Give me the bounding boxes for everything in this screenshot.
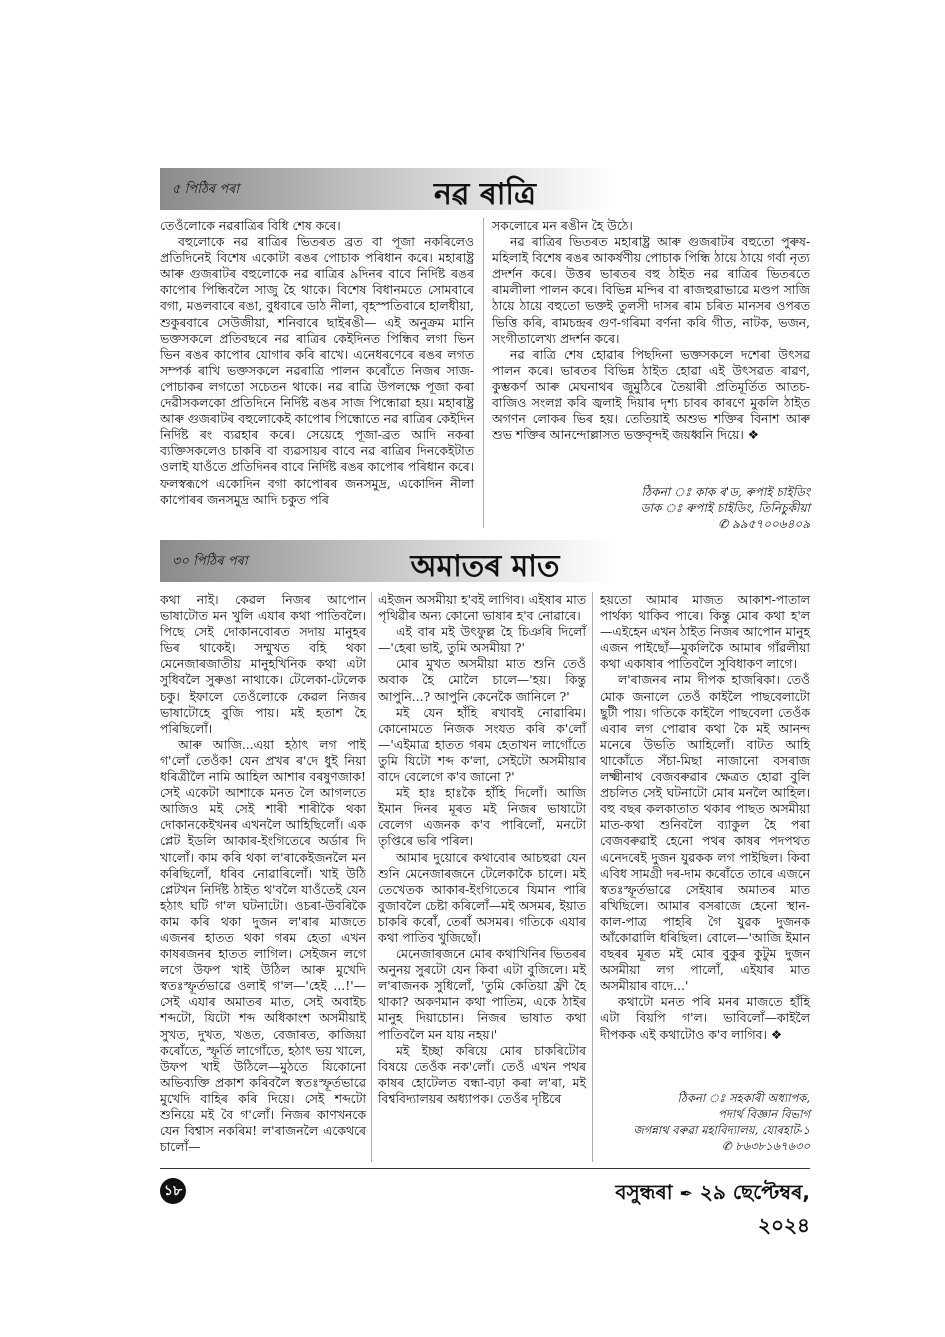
article-2-title: অমাতৰ মাত	[410, 549, 560, 584]
paragraph: আৰু আজি...এয়া হঠাৎ লগ পাই গ'লোঁ তেওঁক! যেন প্ৰখৰ ৰ'দে ধুই নিয়া ধৰিত্ৰীলৈ নামি আহিল আশাৰ বৰষুণজাক! সেই একেটা আশাকে মনত লৈ আগলতে আজিও মই সেই শাৰী শাৰীকৈ থকা দোকানকেইখনৰ এখনলৈ আহিছিলোঁ। এক প্লেট ইডলি আকাৰ-ইংগিতেৰে অৰ্ডাৰ দি খালোঁ। কাম কৰি থকা ল'ৰাকেইজনলৈ মন কৰিছিলোঁ, ধৰিব নোৱাৰিলোঁ। খাই উঠি প্লেটখন নিৰ্দিষ্ট ঠাইত থ'বলৈ যাওঁতেই যেন হঠাৎ ঘটি গ'ল ঘটনাটো। ওচৰা-উবৰিকৈ কাম কৰি থকা দুজন ল'ৰাৰ মাজতে এজনৰ হাতত থকা গৰম হেতা এখন কাষৰজনৰ হাতত লাগিল। সেইজন লগে লগে উফপ খাই উঠিল আৰু মুখেদি স্বতঃস্ফূৰ্তভাৱে ওলাই গ'ল—'হেই ...!'—সেই এযাৰ অমাতৰ মাত, সেই অবাইচ শব্দটো, যিটো শব্দ অধিকাংশ অসমীয়াই সুখত, দুখত, খঙত, বেজাৰত, কাজিয়া কৰোঁতে, স্ফূৰ্তি লাগোঁতে, হঠাৎ ভয় খালে, উফপ খাই উঠিলে—মুঠতে যিকোনো অভিব্যক্তি প্ৰকাশ কৰিবলৈ স্বতঃস্ফূৰ্তভাৱে মুখেদি বাহিৰ কৰি দিয়ে। সেই শব্দটো শুনিয়ে মই বৈ গ'লোঁ। নিজৰ কাণখনকে যেন বিশ্বাস নকৰিম! ল'ৰাজনলৈ একেথৰে চালোঁ—	[160, 736, 366, 1155]
paragraph: আমাৰ দুয়োৰে কথাবোৰ আচহুৱা যেন শুনি মেনেজাৰজনে টেলেকাকৈ চালে। মই তেখেতক আকাৰ-ইংগিতেৰে যিমান পাৰি বুজাবলৈ চেষ্টা কৰিলোঁ—মই অসমৰ, ইয়াত চাকৰি কৰোঁ, তেৰাঁ অসমৰ। গতিকে এযাৰ কথা পাতিব খুজিছোঁ।	[378, 849, 586, 945]
address-line: জগন্নাথ বৰুৱা মহাবিদ্যালয়, যোৰহাট-১	[633, 1123, 810, 1137]
quill-icon: ✒	[679, 1184, 693, 1203]
address-line: পদাৰ্থ বিজ্ঞান বিভাগ	[718, 1107, 810, 1121]
phone-number: ✆ ৯৯৫৭০০৬৪০৯	[718, 517, 810, 531]
article-1-address	[560, 484, 810, 532]
column-separator	[371, 592, 372, 1162]
column-separator	[592, 592, 593, 1162]
paragraph: এইজন অসমীয়া হ'বই লাগিব। এইষাৰ মাত পৃথিৱীৰ অন্য কোনো ভাষাৰ হ'ব নোৱাৰে।	[378, 592, 586, 624]
column-separator	[483, 218, 484, 528]
paragraph: সকলোৰে মন ৰঙীন হৈ উঠে।	[492, 218, 633, 233]
paragraph: ল'ৰাজনৰ নাম দীপক হাজৰিকা। তেওঁ মোক জনালে তেওঁ কাইলৈ পাছবেলাটো ছুটী পায়। গতিকে কাইলৈ পাছবেলা তেওঁক এবাৰ লগ পোৱাৰ কথা কৈ মই আনন্দ মনেৰে উভতি আহিলোঁ। বাটত আহি থাকোঁতে সঁচা-মিছা নাজানো বসৰাজ লক্ষ্মীনাথ বেজবৰুৱাৰ ক্ষেত্ৰত হোৱা বুলি প্ৰচলিত সেই ঘটনাটো মোৰ মনলৈ আহিল। বহু বছৰ কলকাতাত থকাৰ পাছত অসমীয়া মাত-কথা শুনিবলৈ ব্যাকুল হৈ পৰা বেজবৰুৱাই হেনো পথৰ কাষৰ পদপথত এনেদৰেই দুজন যুৱকক লগ পাইছিল। কিবা এবিধ সামগ্ৰী দৰ-দাম কৰোঁতে তাৰে এজনে স্বতঃস্ফূৰ্তভাৱে সেইযাৰ অমাতৰ মাত ৰখিছিলে। আমাৰ বসৰাজে হেনো স্থান-কাল-পাত্ৰ পাহৰি গৈ যুৱক দুজনক আঁকোৱালি ধৰিছিল। বোলে—'আজি ইমান বছৰৰ মূৰত মই মোৰ বুকুৰ কুটুম দুজন অসমীয়া লগ পালোঁ, এইযাৰ মাত অসমীয়াৰ বাদে...'	[600, 672, 810, 994]
paragraph: কথাটো মনত পৰি মনৰ মাজতে হাঁহি এটা বিয়পি গ'ল। ভাবিলোঁ—কাইলৈ দীপকক এই কথাটোও ক'ব লাগিব। ❖	[600, 994, 810, 1042]
footer-rule	[160, 1168, 810, 1169]
article-1-continued-label: ৫ পিঠিৰ পৰা	[172, 182, 240, 197]
address-line: ঠিকনা ঃ সহকাৰী অধ্যাপক,	[677, 1091, 810, 1105]
page-number: ১৮	[160, 1178, 186, 1204]
article-2-column-1	[160, 592, 366, 1155]
footer-masthead	[560, 1178, 810, 1244]
paragraph: কথা নাই। কেৱল নিজৰ আপোন ভাষাটোত মন খুলি এযাৰ কথা পাতিবলৈ। পিছে সেই দোকানবোৰত সদায় মানুহৰ ভিৰ থাকেই। সম্মুখত বহি থকা মেনেজাৰজাতীয় মানুহখিনিক কথা এটা সুধিবলৈ সুৰুঙা নাথাকে। টেলেকা-টেলেক চকু। ইফালে তেওঁলোকে কেৱল নিজৰ ভাষাটোহে বুজি পায়। মই হতাশ হৈ পৰিছিলোঁ।	[160, 592, 366, 736]
article-2-header	[160, 540, 810, 582]
paragraph: নৱ ৰাত্ৰি শেষ হোৱাৰ পিছদিনা ভক্তসকলে দশেৰা উৎসৱ পালন কৰে। ভাৰতৰ বিভিন্ন ঠাইত হোৱা এই উৎসৱত ৰাৱণ, কুম্ভকৰ্ণ আৰু মেঘনাথৰ জুমুঠিৰে তৈয়াৰী প্ৰতিমূৰ্তিত আতচ-বাজিও সংলগ্ন কৰি জ্বলাই দিয়াৰ দৃশ্য চাবৰ কাৰণে মুকলি ঠাইত অগণন লোকৰ ভিৰ হয়। তেতিয়াই অশুভ শক্তিৰ বিনাশ আৰু শুভ শক্তিৰ আনন্দোল্লাসত ভক্তবৃন্দই জয়ধ্বনি দিয়ে। ❖	[492, 346, 810, 443]
issue-date: ২৯ ছেপ্টেম্বৰ, ২০২৪	[699, 1180, 810, 1237]
article-2-address	[590, 1090, 810, 1154]
paragraph: মোৰ মুখত অসমীয়া মাত শুনি তেওঁ অবাক হৈ মোলৈ চালে—'হয়। কিন্তু আপুনি...? আপুনি কেনেকৈ জানিলে ?'	[378, 656, 586, 704]
address-line: ডাক ঃ ৰুপাই চাইডিং, তিনিচুকীয়া	[640, 501, 810, 515]
article-2-column-2	[378, 592, 586, 1107]
phone-number: ✆ ৮৬৩৮১৬৭৬৩০	[721, 1139, 810, 1153]
paragraph: মই ইচ্ছা কৰিয়ে মোৰ চাকৰিটোৰ বিষয়ে তেওঁক নক'লোঁ। তেওঁ এখন পথৰ কাষৰ হোটেলত বন্ধা-বঢ়া কৰা ল'ৰা, মই বিশ্ববিদ্যালয়ৰ অধ্যাপক। তেওঁৰ দৃষ্টিৰে	[378, 1042, 586, 1106]
paragraph: বহুলোকে নৱ ৰাত্ৰিৰ ভিতৰত ব্ৰত বা পূজা নকৰিলেও প্ৰতিদিনেই বিশেষ একোটা ৰঙৰ পোচাক পৰিধান কৰে। মহাৰাষ্ট্ৰ আৰু গুজৰাটৰ বহুলোকে নৱ ৰাত্ৰিৰ ৯দিনৰ বাবে নিৰ্দিষ্ট ৰঙৰ কাপোৰ পিন্ধিবলৈ সাজু হৈ থাকে। বিশেষ বিধানমতে সোমবাৰে বগা, মঙলবাৰে ৰঙা, বুধবাৰে ডাঠ নীলা, বৃহস্পতিবাৰে হালধীয়া, শুকুৰবাৰে সেউজীয়া, শনিবাৰে ছাইৰঙী— এই অনুক্ৰম মানি ভক্তসকলে প্ৰতিবছৰে নৱ ৰাত্ৰিৰ কেইদিনত পিন্ধিব লগা ভিন ভিন ৰঙৰ কাপোৰ যোগাৰ কৰি ৰাখে। এনেধৰণেৰে ৰঙৰ লগত সম্পৰ্ক ৰাখি ভক্তসকলে নৱৰাত্ৰি পালন কৰোঁতে নিজৰ সাজ-পোচাকৰ লগতো সচেতন থাকে। নৱ ৰাত্ৰি উপলক্ষে পূজা কৰা দেৱীসকলকো প্ৰতিদিনে নিৰ্দিষ্ট ৰঙৰ সাজ পিন্ধোৱা হয়। মহাৰাষ্ট্ৰ আৰু গুজৰাটৰ বহুলোকেই কাপোৰ পিন্ধোতে নৱ ৰাত্ৰিৰ কেইদিন নিৰ্দিষ্ট ৰং ব্যৱহাৰ কৰে। সেয়েহে পূজা-ব্ৰত আদি নকৰা ব্যক্তিসকলেও চাকৰি বা ব্যৱসায়ৰ বাবে নৱ ৰাত্ৰিৰ দিনকেইটাত ওলাই যাওঁতে প্ৰতিদিনৰ বাবে নিৰ্দিষ্ট ৰঙৰ কাপোৰ পৰিধান কৰে। ফলস্বৰূপে একোদিন বগা কাপোৰৰ জনসমুদ্ৰ, একোদিন নীলা কাপোৰৰ জনসমুদ্ৰ আদি চকুত পৰি	[160, 234, 474, 507]
article-2-continued-label: ৩০ পিঠিৰ পৰা	[172, 554, 248, 569]
article-2-column-3	[600, 592, 810, 1043]
article-1-header	[160, 168, 810, 210]
paragraph: হয়তো আমাৰ মাজত আকাশ-পাতাল পাৰ্থক্য থাকিব পাৰে। কিন্তু মোৰ কথা হ'ল—এইহেন এখন ঠাইত নিজৰ আপোন মানুহ এজন পাইছোঁ—মুকলিকৈ আমাৰ গাঁৱলীয়া কথা একাষাৰ পাতিবলৈ সুবিধাকণ লাগে।	[600, 592, 810, 672]
paragraph: মই হাঃ হাঃকৈ হাঁহি দিলোঁ। আজি ইমান দিনৰ মূৰত মই নিজৰ ভাষাটো বেলেগ এজনক ক'ব পাৰিলোঁ, মনটো তৃপ্তিৰে ভৰি পৰিল।	[378, 785, 586, 849]
paragraph: মই যেন হাঁহি ৰখাবই নোৱাৰিম। কোনোমতে নিজক সংযত কৰি ক'লোঁ—'এইমাত্ৰ হাতত গৰম হেতাখন লাগোঁতে তুমি যিটো শব্দ ক'লা, সেইটো অসমীয়াৰ বাদে বেলেগে ক'ব জানো ?'	[378, 704, 586, 785]
paragraph: তেওঁলোকে নৱৰাত্ৰিৰ বিধি শেষ কৰে।	[160, 218, 341, 233]
paragraph: নৱ ৰাত্ৰিৰ ভিতৰত মহাৰাষ্ট্ৰ আৰু গুজৰাটৰ বহুতো পুৰুষ-মহিলাই বিশেষ ৰঙৰ আকৰ্ষণীয় পোচাক পিন্ধি ঠায়ে ঠায়ে গৰ্বা নৃত্য প্ৰদৰ্শন কৰে। উত্তৰ ভাৰতৰ বহু ঠাইত নৱ ৰাত্ৰিৰ ভিতৰতে ৰামলীলা পালন কৰে। বিভিন্ন মন্দিৰ বা ৰাজহুৱাভাৱে মণ্ডপ সাজি ঠায়ে ঠায়ে বহুতো ভক্তই তুলসী দাসৰ ৰাম চৰিত মানসৰ ওপৰত ভিত্তি কৰি, ৰামচন্দ্ৰৰ গুণ-গৰিমা বৰ্ণনা কৰি গীত, নাটক, ভজন, সংগীতালেখ্য প্ৰদৰ্শন কৰে।	[492, 234, 810, 346]
paragraph: মেনেজাৰজনে মোৰ কথাখিনিৰ ভিতৰৰ অনুনয় সুৰটো যেন কিবা এটা বুজিলে। মই ল'ৰাজনক সুধিলোঁ, 'তুমি কেতিয়া ফ্ৰী হৈ থাকা? অকণমান কথা পাতিম, একে ঠাইৰ মানুহ দিয়াচোন। নিজৰ ভাষাত কথা পাতিবলৈ মন যায় নহয়।'	[378, 946, 586, 1042]
article-1-column-2	[492, 218, 810, 443]
article-1-column-1	[160, 218, 474, 508]
paragraph: এই বাৰ মই উৎফুল্ল হৈ চিঞৰি দিলোঁ—'হেৰা ভাই, তুমি অসমীয়া ?'	[378, 624, 586, 656]
address-line: ঠিকনা ঃ কাক ৰ'ড, ৰুপাই চাইডিং	[641, 485, 810, 499]
magazine-name: বসুন্ধৰা	[615, 1180, 673, 1204]
article-1-title: নৱ ৰাত্ৰি	[433, 177, 537, 212]
